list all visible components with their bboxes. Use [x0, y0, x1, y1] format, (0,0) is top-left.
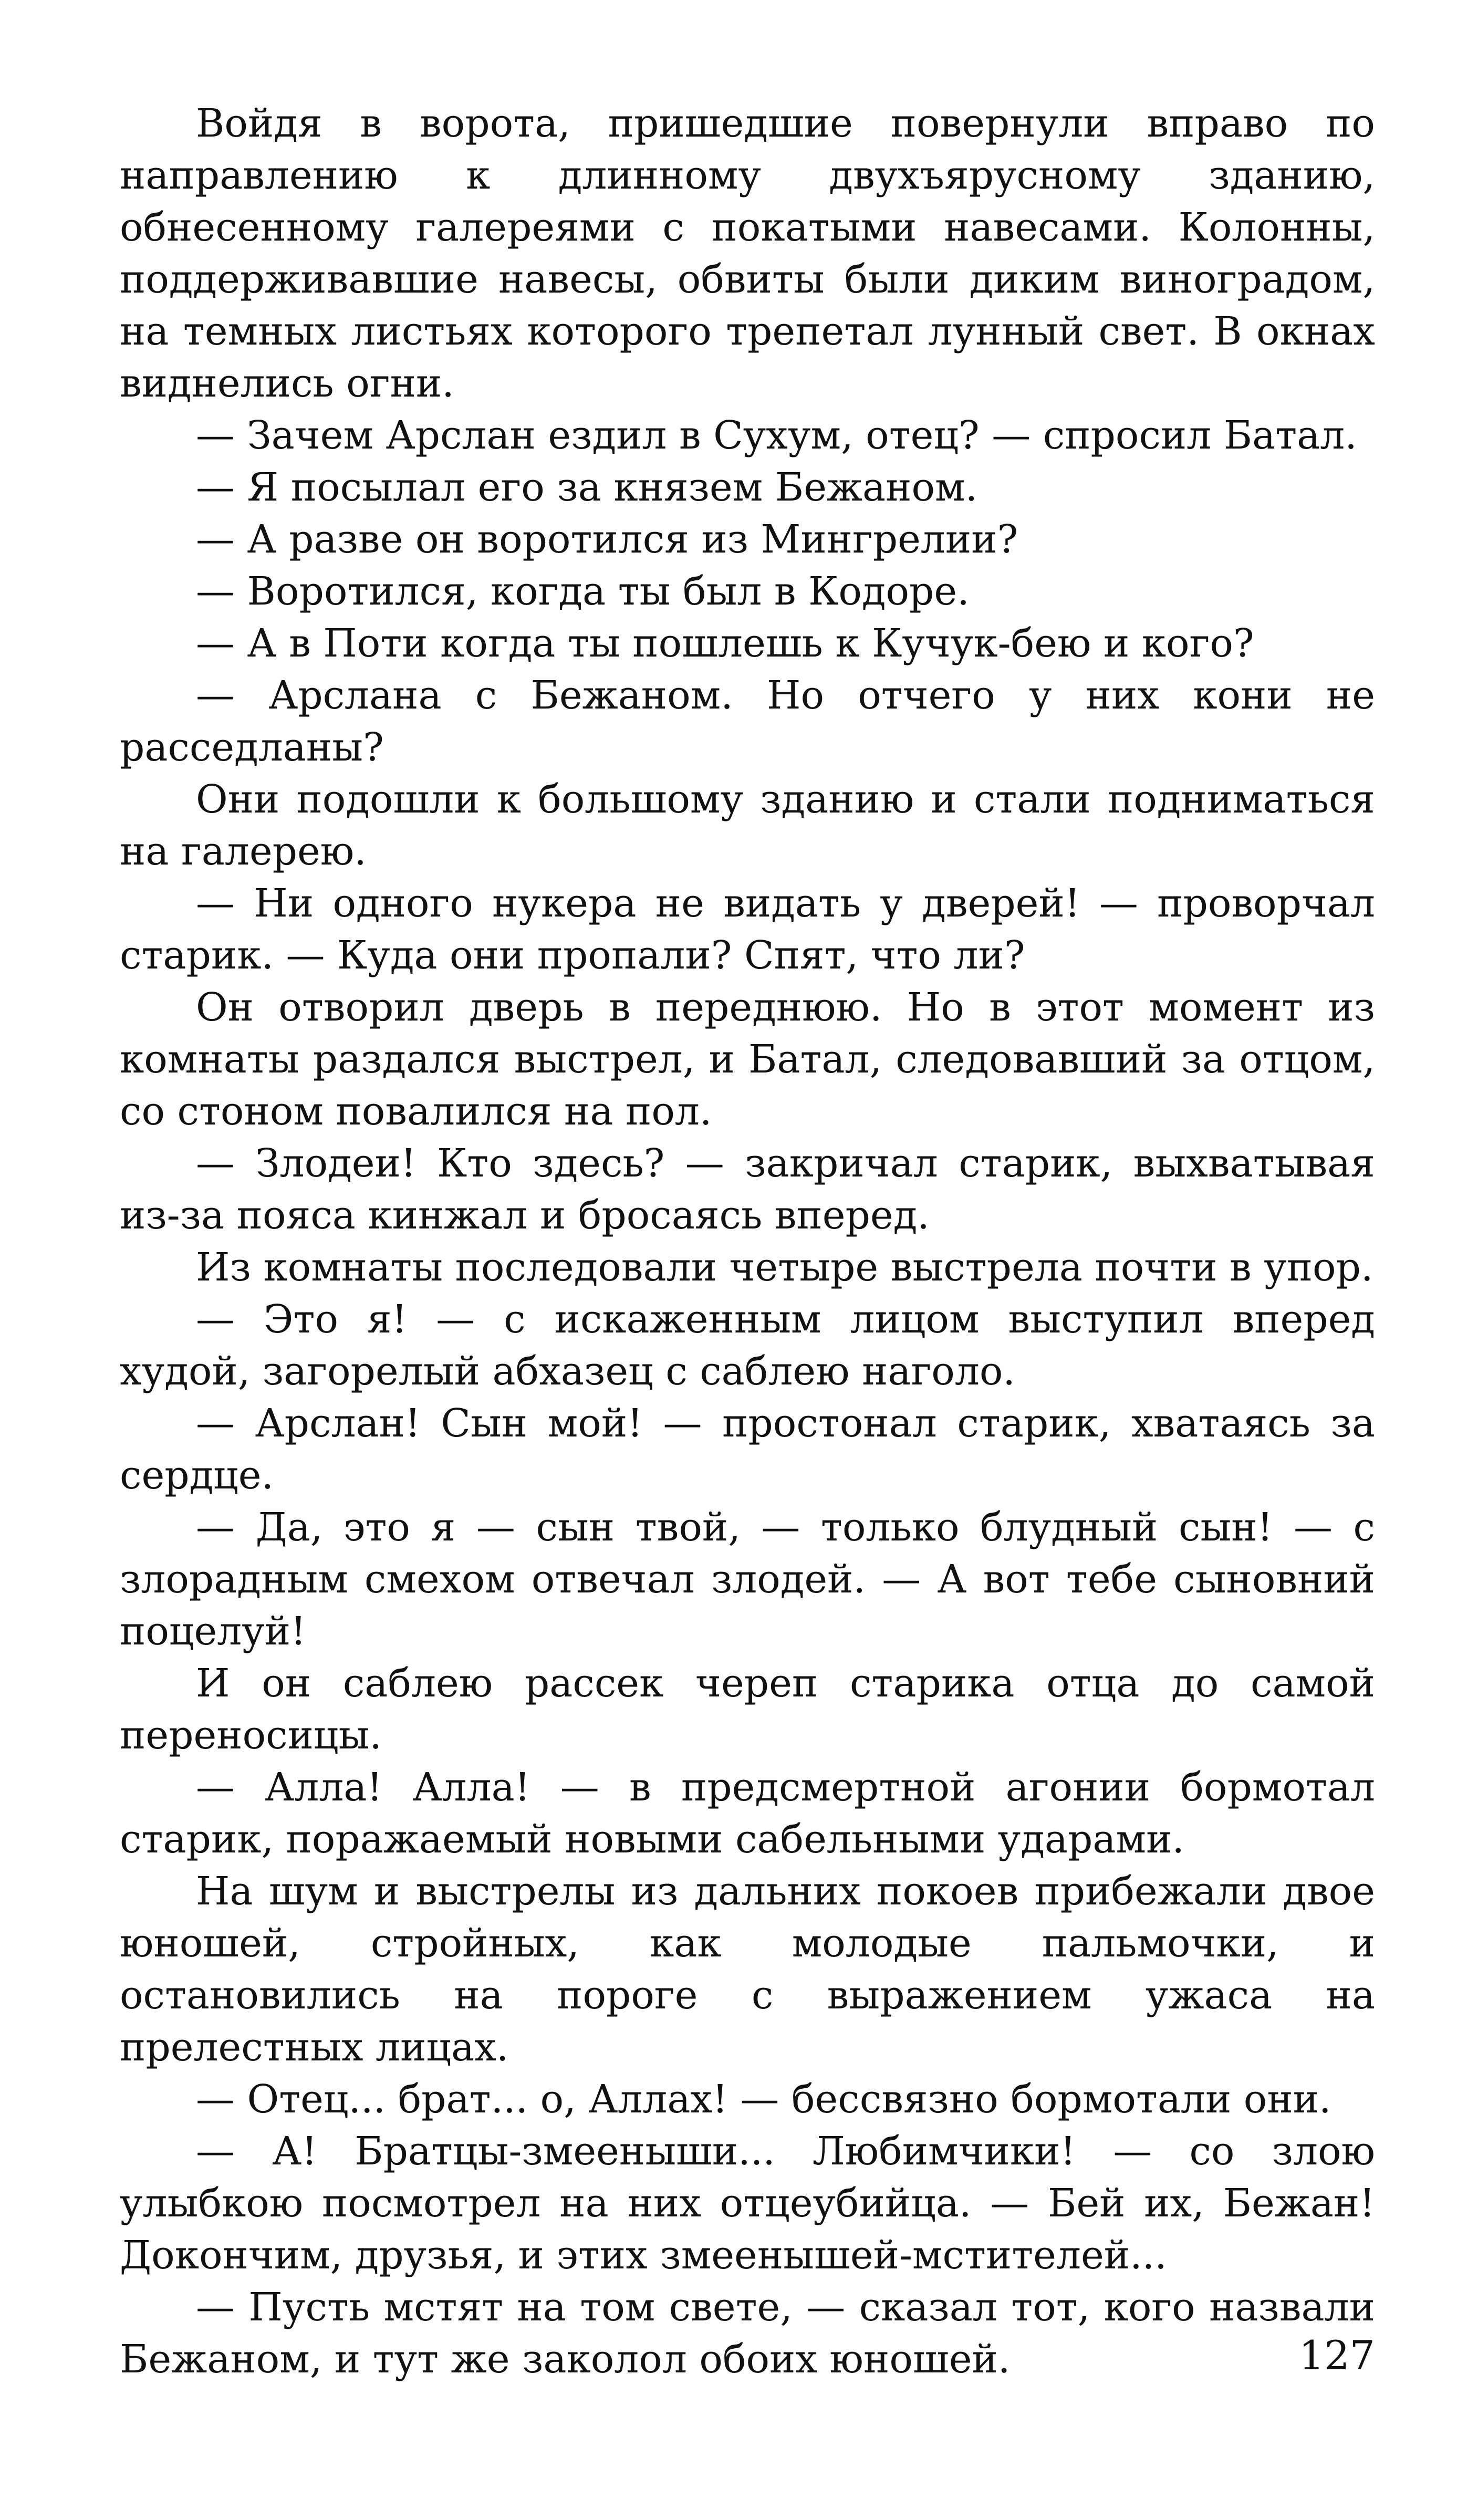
paragraph-18: На шум и выстрелы из дальних покоев прибежали двое юношей, стройных, как молодые пальмочки, и остановились на пороге с выражением ужаса на прелестных лицах.	[120, 1869, 1375, 2070]
paragraph-15: — Да, это я — сын твой, — только блудный сын! — с злорадным смехом отвечал злодей. — А вот тебе сыновний поцелуй!	[120, 1505, 1375, 1654]
paragraph-1: Войдя в ворота, пришедшие повернули вправо по направлению к длинному двухъярусному зданию, обнесенному галереями с покатыми навесами. Колонны, поддерживавшие навесы, обвиты были диким виноградом, на темных листьях которого трепетал лунный свет. В окнах виднелись огни.	[120, 101, 1375, 406]
paragraph-11: — Злодеи! Кто здесь? — закричал старик, выхватывая из-за пояса кинжал и бросаясь вперед.	[120, 1141, 1375, 1238]
paragraph-16: И он саблею рассек череп старика отца до самой переносицы.	[120, 1661, 1375, 1758]
paragraph-2: — Зачем Арслан ездил в Сухум, отец? — спросил Батал.	[196, 413, 1357, 458]
paragraph-21: — Пусть мстят на том свете, — сказал тот, кого назвали Бежаном, и тут же заколол обоих юношей.	[120, 2285, 1375, 2382]
page-number: 127	[1298, 2332, 1375, 2379]
paragraph-14: — Арслан! Сын мой! — простонал старик, хватаясь за сердце.	[120, 1401, 1375, 1498]
paragraph-9: — Ни одного нукера не видать у дверей! — проворчал старик. — Куда они пропали? Спят, что ли?	[120, 881, 1375, 978]
main-text	[120, 98, 1375, 2386]
paragraph-17: — Алла! Алла! — в предсмертной агонии бормотал старик, поражаемый новыми сабельными ударами.	[120, 1765, 1375, 1862]
paragraph-7: — Арслана с Бежаном. Но отчего у них кони не расседланы?	[120, 673, 1375, 770]
paragraph-20: — А! Братцы-змееныши... Любимчики! — со злою улыбкою посмотрел на них отцеубийца. — Бей их, Бежан! Докончим, друзья, и этих змеенышей-мстителей...	[120, 2129, 1375, 2278]
paragraph-12: Из комнаты последовали четыре выстрела почти в упор.	[196, 1245, 1373, 1290]
paragraph-19: — Отец... брат... о, Аллах! — бессвязно бормотали они.	[196, 2077, 1331, 2122]
paragraph-5: — Воротился, когда ты был в Кодоре.	[196, 569, 970, 614]
paragraph-6: — А в Поти когда ты пошлешь к Кучук-бею и кого?	[196, 621, 1254, 666]
paragraph-4: — А разве он воротился из Мингрелии?	[196, 517, 1018, 562]
paragraph-3: — Я посылал его за князем Бежаном.	[196, 465, 978, 510]
paragraph-8: Они подошли к большому зданию и стали подниматься на галерею.	[120, 777, 1375, 874]
paragraph-10: Он отворил дверь в переднюю. Но в этот момент из комнаты раздался выстрел, и Батал, следовавший за отцом, со стоном повалился на пол.	[120, 985, 1375, 1134]
paragraph-13: — Это я! — с искаженным лицом выступил вперед худой, загорелый абхазец с саблею наголо.	[120, 1297, 1375, 1394]
